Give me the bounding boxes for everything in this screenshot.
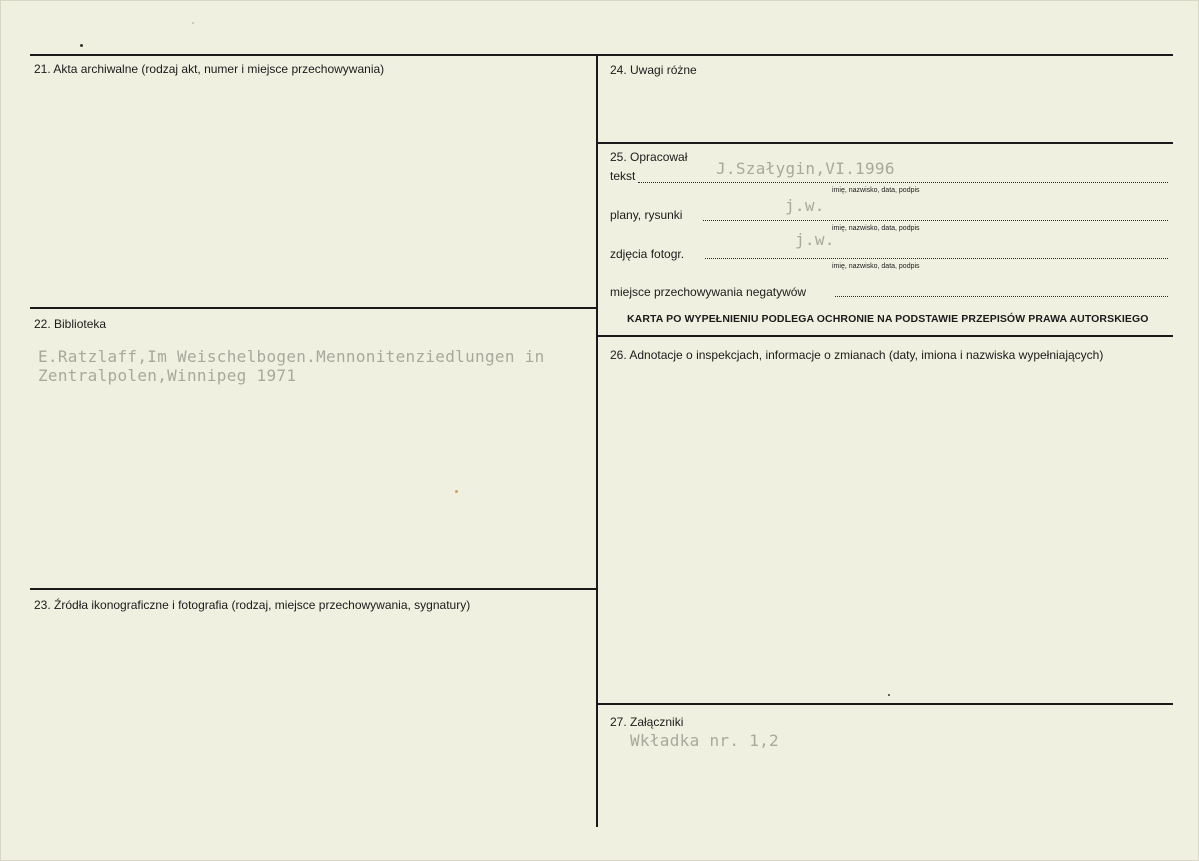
zdjecia-value: j.w. xyxy=(795,230,835,249)
section-26-label: 26. Adnotacje o inspekcjach, informacje o zmianach (daty, imiona i nazwiska wypełniających) xyxy=(610,348,1104,362)
section-24-label: 24. Uwagi różne xyxy=(610,63,697,77)
paper-speck xyxy=(888,694,890,696)
rule-22-23 xyxy=(30,588,598,590)
copyright-notice: KARTA PO WYPEŁNIENIU PODLEGA OCHRONIE NA PODSTAWIE PRZEPISÓW PRAWA AUTORSKIEGO xyxy=(627,313,1149,325)
paper-speck xyxy=(455,490,458,493)
negatywy-field-line xyxy=(835,296,1168,297)
paper-speck xyxy=(192,22,194,24)
tekst-field-line xyxy=(638,182,1168,183)
tekst-hint: imię, nazwisko, data, podpis xyxy=(832,187,920,194)
plany-label: plany, rysunki xyxy=(610,208,683,222)
rule-25-26 xyxy=(598,335,1173,337)
rule-24-25 xyxy=(598,142,1173,144)
rule-21-22 xyxy=(30,307,598,309)
zdjecia-hint: imię, nazwisko, data, podpis xyxy=(832,263,920,270)
plany-value: j.w. xyxy=(785,196,825,215)
top-rule xyxy=(30,54,1173,56)
biblioteka-line-1: E.Ratzlaff,Im Weischelbogen.Mennonitenziedlungen in xyxy=(38,347,545,366)
tekst-label: tekst xyxy=(610,169,636,183)
plany-hint: imię, nazwisko, data, podpis xyxy=(832,225,920,232)
paper-speck xyxy=(80,44,83,47)
section-25-label: 25. Opracował xyxy=(610,150,688,164)
section-21-label: 21. Akta archiwalne (rodzaj akt, numer i miejsce przechowywania) xyxy=(34,62,385,76)
biblioteka-line-2: Zentralpolen,Winnipeg 1971 xyxy=(38,366,297,385)
zdjecia-label: zdjęcia fotogr. xyxy=(610,247,685,261)
plany-field-line xyxy=(703,220,1168,221)
zalaczniki-value: Wkładka nr. 1,2 xyxy=(630,731,779,750)
section-23-label: 23. Źródła ikonograficzne i fotografia (rodzaj, miejsce przechowywania, sygnatury) xyxy=(34,598,471,612)
section-22-label: 22. Biblioteka xyxy=(34,317,107,331)
rule-26-27 xyxy=(598,703,1173,705)
section-27-label: 27. Załączniki xyxy=(610,715,684,729)
tekst-value: J.Szałygin,VI.1996 xyxy=(716,159,895,178)
negatywy-label: miejsce przechowywania negatywów xyxy=(610,285,807,299)
zdjecia-field-line xyxy=(705,258,1168,259)
column-divider xyxy=(596,55,598,827)
